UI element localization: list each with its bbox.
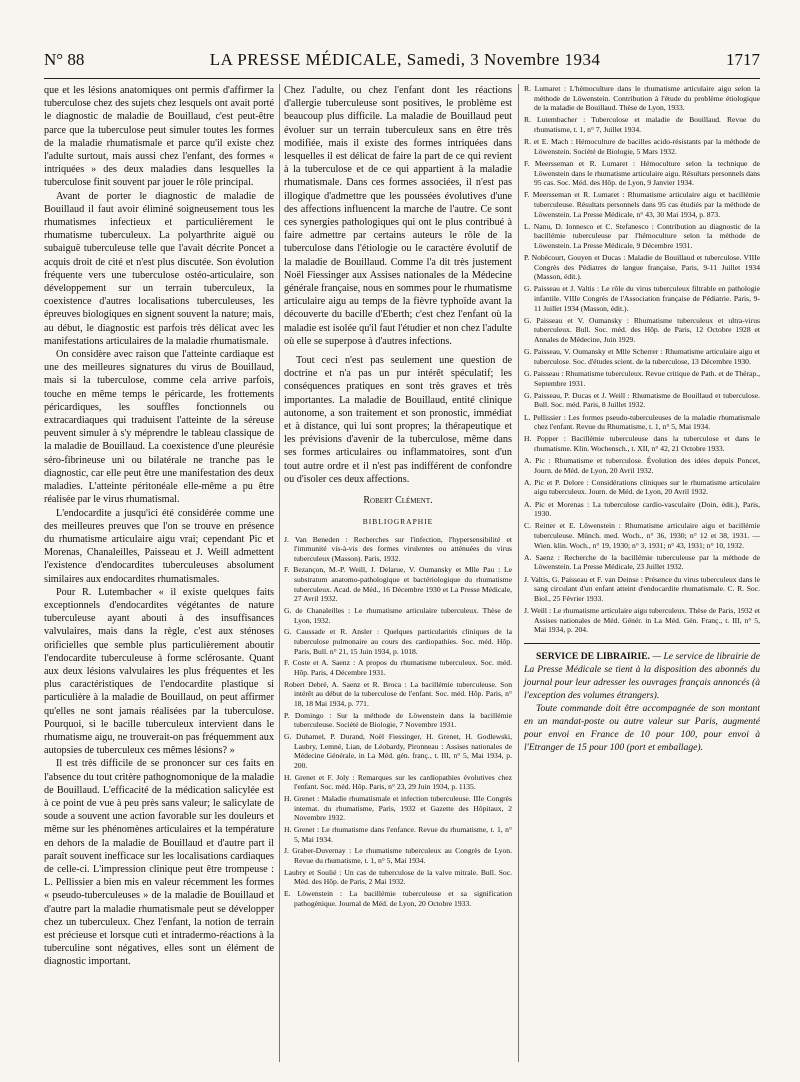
page-header <box>44 50 760 80</box>
bibliography-list <box>284 535 512 909</box>
column-1 <box>44 84 274 969</box>
paragraph: Chez l'adulte, ou chez l'enfant dont les réactions d'allergie tuberculeuse sont positives, le problème est beaucoup plus difficile. La maladie de Bouillaud peut évoluer sur un terrain tuberculeux sans en être très modifiée, mais il existe des formes intriquées dans lesquelles il est délicat de faire la part de ce qui revient à la tuberculose et de ce qui appartient à la maladie rhumatismale. Dans ces formes associées, il n'est pas illogique d'admettre que les poussées évolutives d'une des affections influencent la marche de l'autre. Ce sont ces synergies pathologiques qui ont le plus contribué à faire admettre par certains auteurs le rôle de la tuberculose dans l'étiologie ou le caractère évolutif de la maladie de Bouillaud. Comme l'a dit très justement Noël Fiessinger aux Assises nationales de la Médecine générale française, nous en sommes pour le rhumatisme articulaire aigu au temps de la fièvre typhoïde avant la découverte du bacille d'Eberth; c'est chez l'enfant où la maladie est isolée qu'il faut l'étudier et non chez l'adulte où elle se superpose à d'autres infections. <box>284 85 513 347</box>
journal-title: LA PRESSE MÉDICALE, Samedi, 3 Novembre 1934 <box>209 50 601 69</box>
bibliography-entry: H. Popper : Bacillémie tuberculeuse dans la tuberculose et dans le rhumatisme. Klin. Wochensch., t. XII, n° 42, 21 Octobre 1933. <box>524 434 760 453</box>
bibliography-entry: J. Weill : Le rhumatisme articulaire aigu tuberculeux. Thèse de Paris, 1932 et Assises nationales de Méd. Génér. in La Méd. Gén. Franç., t. III, n° 5, Mai 1934, p. 204. <box>524 605 760 635</box>
bibliography-entry: H. Grenet : Maladie rhumatismale et infection tuberculeuse. IIIe Congrès internat. du rhumatisme, Paris, 1932 et Gazette des Hôpitaux, 2 Novembre 1932. <box>284 794 512 823</box>
bibliography-entry: G. Paisseau : Rhumatisme tuberculeux. Revue critique de Path. et de Thérap., Septembre 1931. <box>524 368 760 388</box>
bibliography-entry: F. Meersseman et R. Lumaret : Hémoculture selon la technique de Löwenstein dans le rhumatisme articulaire aigu. Résultats personnels dans 95 cas. Soc. Méd. des Hôp. de Lyon, 9 Janvier 1934. <box>524 158 760 188</box>
column-2 <box>284 84 512 911</box>
bibliography-title: BIBLIOGRAPHIE <box>362 517 434 527</box>
bibliography-entry: Robert Debré, A. Saenz et R. Broca : La bacillémie tuberculeuse. Son intérêt au début de la tuberculose de l'enfant. Soc. méd. Hôp. Paris, n° 18, 18 Mai 1934, p. 771. <box>284 679 512 708</box>
bibliography-entry: F. Coste et A. Saenz : A propos du rhumatisme tuberculeux. Soc. méd. Hôp. Paris, 4 Décembre 1931. <box>284 658 512 677</box>
bibliography-entry: H. Grenet et F. Joly : Remarques sur les cardiopathies évolutives chez l'enfant. Soc. méd. Hôp. Paris, n° 23, 29 Juin 1934, p. 1135. <box>284 772 512 792</box>
bibliography-entry: G. Paisseau et V. Oumansky : Rhumatisme tuberculeux et ultra-virus tuberculeux. Bull. Soc. méd. des Hôp. de Paris, 12 Octobre 1928 et Annales de Médecine, Juin 1929. <box>524 315 760 344</box>
bibliography-entry: G. Paisseau, V. Oumansky et Mlle Scherrer : Rhumatisme articulaire aigu et tuberculose. Soc. d'études scient. de la tuberculose, 13 Décembre 1930. <box>524 347 760 366</box>
bibliography-entry: P. Nobécourt, Gouyen et Ducas : Maladie de Bouillaud et tuberculose. VIIIe Congrès des Pédiatres de langue française, Paris, 9-11 Juillet 1934 (Masson, édit.). <box>524 253 760 282</box>
paragraph: On considère avec raison que l'atteinte cardiaque est une des meilleures signatures du virus de Bouillaud, mais si la tuberculose, comme cela arrive parfois, touche en même temps le péricarde, les frottements péricardiques, les souffles fonctionnels ou extracardiaques qui traduisent l'atteinte de la séreuse peuvent simuler à s'y méprendre le tableau classique de la maladie de Bouillaud. La coexistence d'une pleurésie séro-fibrineuse uni ou bilatérale ne tranche pas le diagnostic, car elle peut être une manifestation des deux maladies. L'atteinte péritonéale elle-même a pu être réalisée par le virus rhumatismal. <box>44 349 274 506</box>
bibliography-entry: G. Caussade et R. Ansler : Quelques particularités cliniques de la tuberculose pulmonaire au cours des cardiopathies. Soc. méd. Hôp. Paris, Bull. n° 21, 15 Juin 1934, p. 1018. <box>284 627 512 656</box>
paragraph: Tout ceci n'est pas seulement une question de doctrine et n'a pas un pur intérêt spéculatif; les conséquences pratiques en sont très graves et très importantes. La maladie de Bouillaud, entité clinique autonome, a son traitement et son pronostic, immédiat et à distance, qui lui sont propres; la thérapeutique et les prévisions d'avenir de la tuberculose, même dans ses formes articulaires ou inflammatoires, sont d'un tout autre ordre et il n'est pas indifférent de confondre ou d'isoler ces deux affections. <box>284 355 512 485</box>
bibliography-entry: R. et E. Mach : Hémoculture de bacilles acido-résistants par la méthode de Löwenstein. Société de Biologie, 5 Mars 1932. <box>524 137 760 156</box>
bibliography-entry: H. Grenet : Le rhumatisme dans l'enfance. Revue du rhumatisme, t. 1, n° 5, Mai 1934. <box>284 825 512 844</box>
notice-text: — Le service de librairie de La Presse Médicale se tient à la disposition des abonnés du journal pour leur adresser les ouvrages français annoncés (à l'exception des volumes étrangers). <box>524 650 760 701</box>
header-rule <box>44 78 760 79</box>
bibliography-entry: R. Lutembacher : Tuberculose et maladie de Bouillaud. Revue du rhumatisme, t. 1, n° 7, Juillet 1934. <box>524 115 760 134</box>
bibliography-entry: G. Paisseau et J. Valtis : Le rôle du virus tuberculeux filtrable en pathologie infantile. VIIIe Congrès de l'Association française de Pédiatrie. Paris, 9-11 Juillet 1934 (Masson, édit.). <box>524 284 760 313</box>
bibliography-entry: A. Saenz : Recherche de la bacillémie tuberculeuse par la méthode de Löwenstein. La Presse Médicale, 23 Juillet 1932. <box>524 552 760 572</box>
library-service-notice <box>524 643 760 754</box>
bibliography-entry: A. Pic et Morenas : La tuberculose cardio-vasculaire (Doin, édit.), Paris, 1930. <box>524 499 760 519</box>
bibliography-entry: F. Meersseman et R. Lumaret : Rhumatisme articulaire aigu et bacillémie tuberculeuse. Résultats personnels dans 95 cas étudiés par la méthode de Löwenstein. La Presse Médicale, n° 43, 30 Mai 1934, p. 873. <box>524 190 760 219</box>
page-number: 1717 <box>726 50 760 69</box>
bibliography-entry: P. Domingo : Sur la méthode de Löwenstein dans la bacillémie tuberculeuse. Société de Biologie, 7 Novembre 1931. <box>284 710 512 730</box>
paragraph: Avant de porter le diagnostic de maladie de Bouillaud il faut avoir éliminé soigneusement tous les rhumatismes infectieux et particulièrement le rhumatisme tuberculeux. La polyarthrite aiguë ou subaiguë tuberculeuse telle que l'avait décrite Poncet a acquis droit de cité et n'est plus discutée. Son évolution fréquente vers une tuberculose ostéo-articulaire, son développement sur un terrain tuberculeux, la coexistence d'autres localisations tuberculeuses, les épreuves biologiques en signent souvent la nature; mais, au début, le diagnostic est parfois très délicat avec les manifestations articulaires de la maladie rhumatismale. <box>44 190 274 347</box>
paragraph: L'endocardite a jusqu'ici été considérée comme une des meilleures preuves que l'on se trouve en présence du rhumatisme articulaire aigu vrai; cependant Pic et Morenas, Chanaleilles, Paisseau et J. Weill admettent l'existence d'endocardites tuberculeuses absolument similaires aux endocardites rhumatismales. <box>44 507 274 585</box>
bibliography-entry: A. Pic et P. Delore : Considérations cliniques sur le rhumatisme articulaire aigu tuberculeux. Journ. de Méd. de Lyon, 20 Avril 1932. <box>524 477 760 497</box>
column-divider <box>279 84 280 1062</box>
bibliography-entry: J. Van Beneden : Recherches sur l'infection, l'hypersensibilité et l'immunité vis-à-vis des formes virulentes ou atténuées du virus tuberculeux (Masson). Paris, 1932. <box>284 534 512 563</box>
bibliography-entry: L. Pellissier : Les formes pseudo-tuberculeuses de la maladie rhumatismale chez l'enfant. Revue du Rhumatisme, t. 1, n° 5, Mai 1934. <box>524 412 760 432</box>
bibliography-entry: A. Pic : Rhumatisme et tuberculose. Évolution des idées depuis Poncet, Journ. de Méd. de Lyon, 20 Avril 1932. <box>524 456 760 475</box>
bibliography-entry: F. Bezançon, M.-P. Weill, J. Delarue, V. Oumansky et Mlle Pau : Le substratum anatomo-pathologique et bactériologique du rhumatisme tuberculeux. Acad. de Méd., 16 Décembre 1930 et La Presse Médicale, 27 Avril 1932. <box>284 565 512 604</box>
notice-heading: SERVICE DE LIBRAIRIE. <box>536 650 651 662</box>
paragraph: Il est très difficile de se prononcer sur ces faits en l'absence du tout critère pathognomonique de la maladie de Bouillaud. L'efficacité de la médication salicylée est à ce point de vue à peu près sans valeur; le salicylate de soude a souvent une action favorable sur les douleurs et même sur les phénomènes articulaires et la température en dehors de la maladie de Bouillaud et d'autre part il paraît souvent inefficace sur les localisations cardiaques de celle-ci. L'impression clinique peut être trompeuse : L. Pellissier a bien mis en valeur récemment les formes « pseudo-tuberculeuses » de la maladie de Bouillaud et d'autre part la maladie rhumatismale peut se développer chez un tuberculeux. Chez l'enfant, la notion de terrain est précieuse et lorsque cuti et intradermo-réactions à la tuberculine sont négatives, elles sont un élément de diagnostic important. <box>44 758 274 968</box>
column-3 <box>524 84 760 754</box>
author-signature: Robert Clément. <box>363 495 433 507</box>
paragraph: que et les lésions anatomiques ont permis d'affirmer la tuberculose chez des sujets chez lesquels ont avait porté le diagnostic de maladie de Bouillaud, c'est peut-être parce que la tuberculose peut simuler toutes les formes de la maladie rhumatismale et parce qu'il existe chez l'adulte surtout, mais aussi chez l'enfant, des formes « intriquées » des deux maladies dans lesquelles la tuberculose finit souvent par jouer le rôle principal. <box>44 85 274 189</box>
bibliography-entry: E. Löwenstein : La bacillémie tuberculeuse et sa signification pathogénique. Journal de Méd. de Lyon, 20 Octobre 1933. <box>284 889 512 908</box>
bibliography-entry: R. Lumaret : L'hémoculture dans le rhumatisme articulaire aigu selon la méthode de Löwenstein. Contribution à l'étude du problème étiologique de la maladie de Bouillaud. Thèse de Lyon, 1933. <box>524 84 760 113</box>
column-divider <box>518 84 519 1062</box>
bibliography-entry: Laubry et Soulié : Un cas de tuberculose de la valve mitrale. Bull. Soc. Méd. des Hôp. de Paris, 2 Mai 1932. <box>284 867 512 887</box>
bibliography-entry: L. Nanu, D. Ionnesco et C. Stefanesco : Contribution au diagnostic de la bacillémie tuberculeuse par l'hémoculture selon la méthode de Löwenstein. La Presse Médicale, 9 Décembre 1931. <box>524 221 760 250</box>
bibliography-entry: J. Graber-Duvernay : Le rhumatisme tuberculeux au Congrès de Lyon. Revue du rhumatisme, t. 1, n° 5, Mai 1934. <box>284 846 512 865</box>
bibliography-entry: G. Paisseau, P. Ducas et J. Weill : Rhumatisme de Bouillaud et tuberculose. Bull. Soc. méd. Paris, 8 Juillet 1932. <box>524 390 760 410</box>
bibliography-list <box>524 84 760 635</box>
paragraph: Pour R. Lutembacher « il existe quelques faits exceptionnels d'endocardites végétantes de nature tuberculeuse ayant abouti à des insuffisances valvulaires, mais dans la règle, c'est aux sténoses orificielles que semble plus particulièrement aboutir l'endocardite tuberculeuse à forme sclérosante. Quant aux deux lésions valvulaires les plus fréquentes et les plus caractéristiques de l'endocardite plastique si particulière à la maladie de Bouillaud, on peut affirmer qu'elles ne sont jamais réalisées par la tuberculose. Pourquoi, si le bacille tuberculeux intervient dans le rhumatisme aigu, ne trouverait-on pas fréquemment aux autopsies de tuberculeux ces mêmes lésions? » <box>44 586 274 757</box>
bibliography-entry: J. Valtis, G. Paisseau et F. van Deinse : Présence du virus tuberculeux dans le sang circulant d'un enfant atteint d'endocardite rhumatismale. C. R. Soc. Biol., 25 Février 1933. <box>524 574 760 603</box>
bibliography-entry: G. de Chanaleilles : Le rhumatisme articulaire tuberculeux. Thèse de Lyon, 1932. <box>284 606 512 625</box>
notice-text: Toute commande doit être accompagnée de son montant en un mandat-poste ou autre valeur sur Paris, augmenté pour envoi en France de 10 pour 100, pour envoi à l'Etranger de 15 pour 100 (port et emballage). <box>524 702 760 753</box>
bibliography-entry: G. Duhamel, P. Durand, Noël Fiessinger, H. Grenet, H. Godlewski, Laubry, Lemné, Lian, de Léobardy, Pironneau : Assises nationales de Médecine Générale, in La Méd. gén. franç., t. III, n° 5, Mai 1934, p. 200. <box>284 732 512 770</box>
issue-number: N° 88 <box>44 50 85 69</box>
bibliography-entry: C. Reitter et E. Löwenstein : Rhumatisme articulaire aigu et bacillémie tuberculeuse. Münch. med. Woch., n° 36, 1930; n° 12 et 38, 1931. — Wien. klin. Woch., n° 19, 1930; n° 3, 1931; n° 43, 1931; n° 10, 1932. <box>524 521 760 550</box>
